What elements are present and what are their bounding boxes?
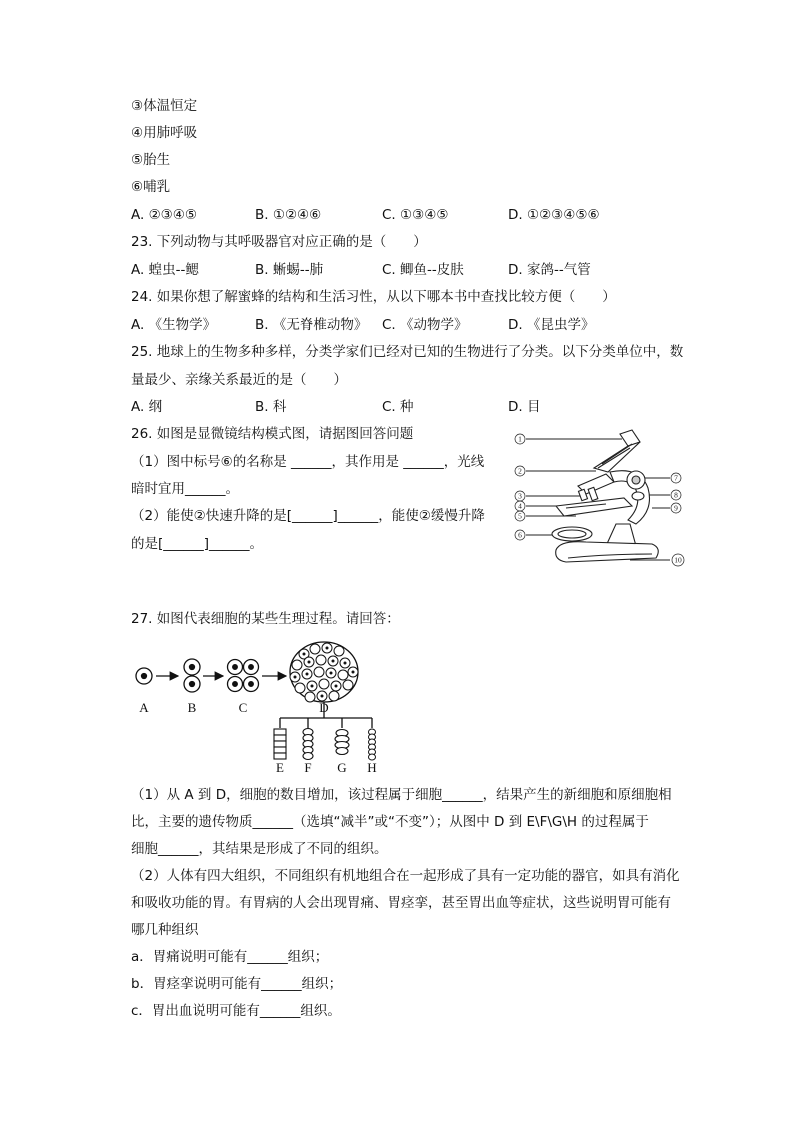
q27-part2-line2: 和吸收功能的胃。有胃病的人会出现胃痛、胃痉挛，甚至胃出血等症状，这些说明胃可能有 — [131, 895, 671, 911]
q23-option-c[interactable]: C. 鲫鱼--皮肤 — [382, 262, 464, 278]
fig-label-d: D — [319, 700, 329, 715]
fig-label-g: G — [337, 760, 347, 775]
q22-option-c[interactable]: C. ①③④⑤ — [382, 207, 449, 223]
q27-sub-c: c．胃出血说明可能有______组织。 — [131, 1003, 341, 1019]
fig-label-1: 1 — [518, 434, 522, 444]
fig-label-10: 10 — [674, 555, 682, 565]
base-shape — [556, 542, 659, 562]
q23-option-a[interactable]: A. 蝗虫--鳃 — [131, 262, 199, 278]
q26-part1-line2: 暗时宜用______。 — [131, 481, 239, 497]
fig-label-5: 5 — [518, 511, 522, 521]
q22-item-4: ④用肺呼吸 — [131, 125, 198, 141]
q22-item-3: ③体温恒定 — [131, 98, 198, 114]
fig-label-9: 9 — [674, 503, 678, 513]
q25-option-d[interactable]: D. 目 — [508, 399, 541, 415]
q24-option-d[interactable]: D. 《昆虫学》 — [508, 317, 595, 333]
q22-option-b[interactable]: B. ①②④⑥ — [255, 207, 322, 223]
q27-stem: 27. 如图代表细胞的某些生理过程。请回答： — [131, 611, 400, 627]
q24-stem: 24. 如果你想了解蜜蜂的结构和生活习性，从以下哪本书中查找比较方便（ ） — [131, 289, 616, 305]
fig-label-8: 8 — [674, 490, 678, 500]
q26-part2-line2: 的是[______]______。 — [131, 536, 264, 552]
q23-option-d[interactable]: D. 家鸽--气管 — [508, 262, 591, 278]
fig-label-c: C — [238, 700, 248, 715]
tissue-e-shape — [274, 729, 286, 759]
q27-part1-line1: （1）从 A 到 D，细胞的数目增加，该过程属于细胞______，结果产生的新细胞和原细胞相 — [131, 787, 672, 803]
fig-label-2: 2 — [518, 466, 522, 476]
microscope-figure — [506, 428, 702, 570]
q27-part1-line2: 比，主要的遗传物质______（选填“减半”或“不变”）；从图中 D 到 E\F\G\H 的过程属于 — [131, 814, 649, 830]
tissue-g-shape — [335, 730, 349, 755]
fig-label-3: 3 — [518, 491, 522, 501]
q26-stem: 26. 如图是显微镜结构模式图，请据图回答问题 — [131, 426, 414, 442]
q22-option-d[interactable]: D. ①②③④⑤⑥ — [508, 207, 600, 223]
tissue-f-shape — [303, 729, 313, 760]
stage-shape — [556, 498, 632, 516]
q25-stem-line1: 25. 地球上的生物多种多样，分类学家们已经对已知的生物进行了分类。以下分类单位中，数 — [131, 344, 684, 360]
lens-tube-shape — [594, 442, 640, 472]
tissue-h-shape — [369, 729, 376, 760]
fine-knob-shape — [632, 492, 644, 500]
fig-label-e: E — [276, 760, 284, 775]
fig-label-6: 6 — [518, 530, 522, 540]
fig-label-7: 7 — [674, 473, 678, 483]
q24-option-c[interactable]: C. 《动物学》 — [382, 317, 468, 333]
q26-part2-line1: （2）能使②快速升降的是[______]______，能使②缓慢升降 — [131, 508, 485, 524]
q27-part1-line3: 细胞______，其结果是形成了不同的组织。 — [131, 841, 388, 857]
q22-item-5: ⑤胎生 — [131, 152, 171, 168]
q22-option-a[interactable]: A. ②③④⑤ — [131, 207, 197, 223]
q24-option-b[interactable]: B. 《无脊椎动物》 — [255, 317, 368, 333]
fig-label-f: F — [304, 760, 312, 775]
q27-part2-line3: 哪几种组织 — [131, 922, 199, 938]
q22-item-6: ⑥哺乳 — [131, 179, 171, 195]
fig-label-a: A — [139, 700, 149, 715]
q24-option-a[interactable]: A. 《生物学》 — [131, 317, 217, 333]
q23-stem: 23. 下列动物与其呼吸器官对应正确的是（ ） — [131, 234, 427, 250]
q25-option-a[interactable]: A. 纲 — [131, 399, 163, 415]
q26-part1-line1: （1）图中标号⑥的名称是 ______，其作用是 ______，光线 — [131, 454, 485, 470]
fig-label-h: H — [367, 760, 377, 775]
q27-sub-a: a．胃痛说明可能有______组织； — [131, 949, 329, 965]
q27-sub-b: b．胃痉挛说明可能有______组织； — [131, 976, 343, 992]
cell-process-figure — [128, 636, 388, 776]
q27-part2-line1: （2）人体有四大组织，不同组织有机地组合在一起形成了具有一定功能的器官，如具有消化 — [131, 868, 680, 884]
q23-option-b[interactable]: B. 蜥蜴--肺 — [255, 262, 324, 278]
q25-option-b[interactable]: B. 科 — [255, 399, 287, 415]
fig-label-4: 4 — [518, 501, 522, 511]
fig-label-b: B — [187, 700, 197, 715]
q25-stem-line2: 量最少、亲缘关系最近的是（ ） — [131, 372, 347, 388]
q25-option-c[interactable]: C. 种 — [382, 399, 414, 415]
